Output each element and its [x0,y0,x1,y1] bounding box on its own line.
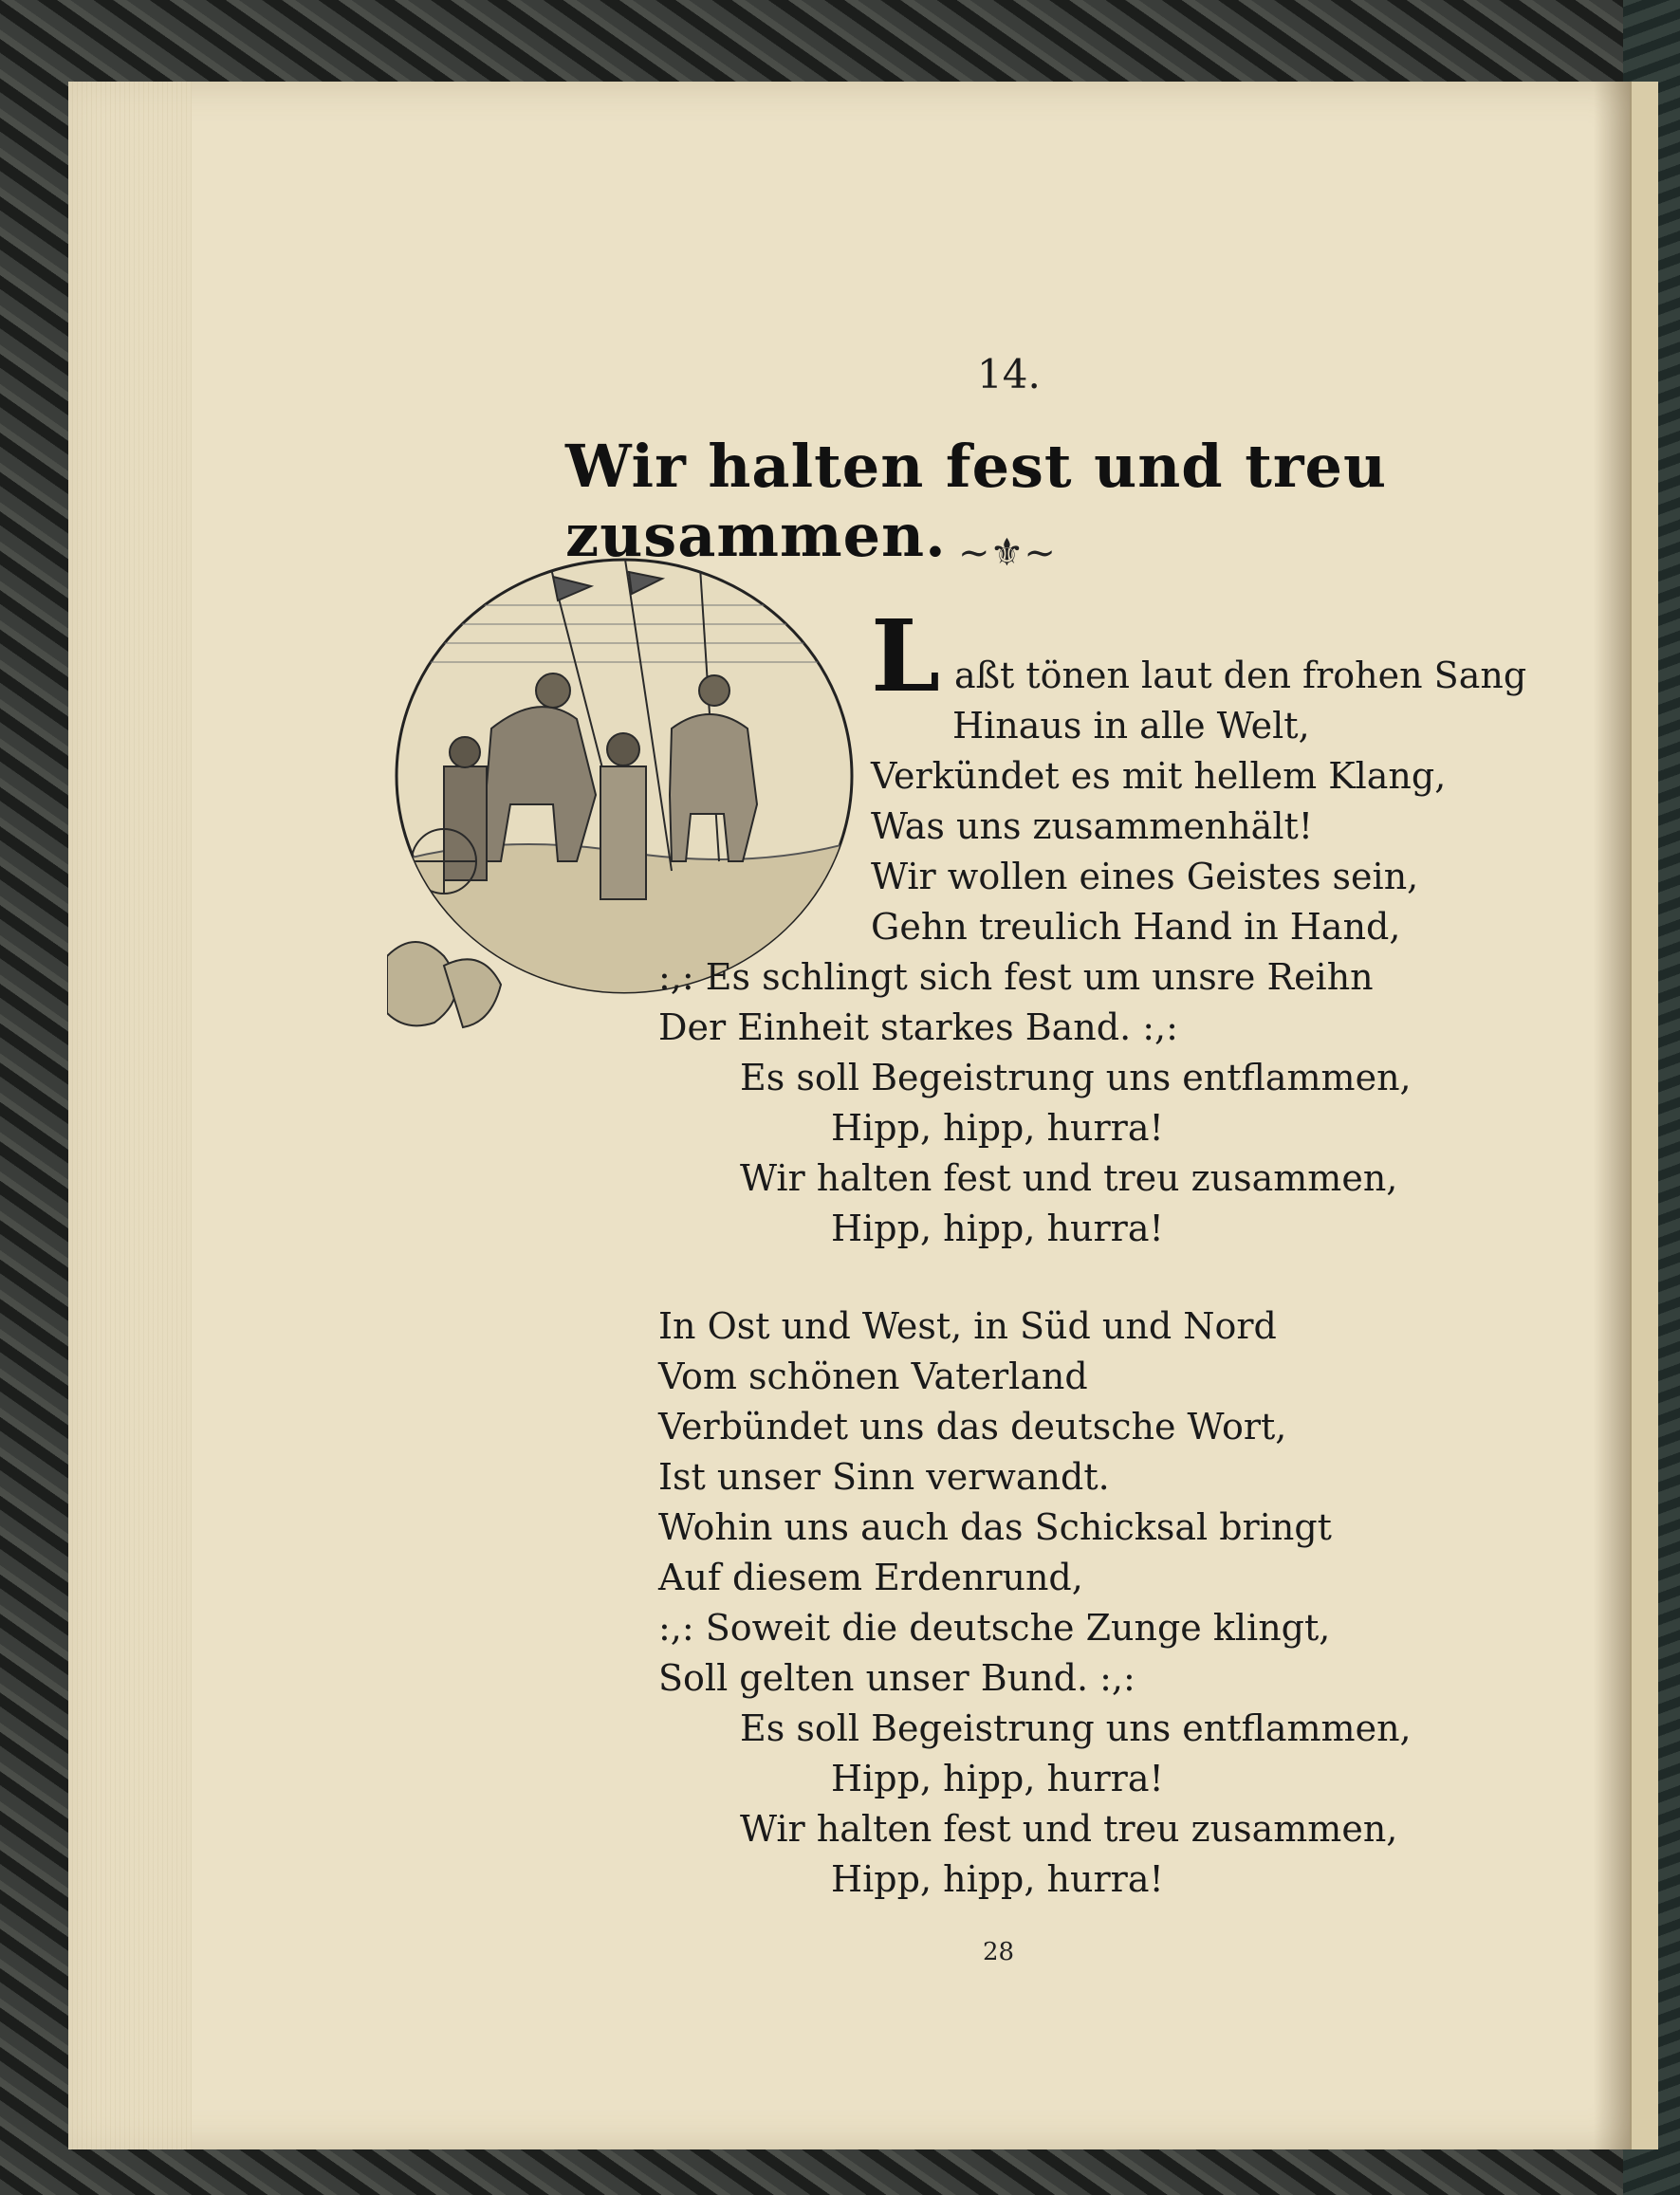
stanza2-line1: In Ost und West, in Süd und Nord [658,1305,1277,1347]
stanza2-line10: Hipp, hipp, hurra! [831,1758,1164,1799]
stanza2-line4: Ist unser Sinn verwandt. [658,1456,1110,1498]
stanza2-line9: Es soll Begeistrung uns entflammen, [740,1707,1412,1749]
stanza1-line4: Was uns zusammenhält! [871,805,1314,847]
stanza1-line11: Wir halten fest und treu zusammen, [740,1157,1398,1199]
stanza1-line1: aßt tönen laut den frohen Sang [954,655,1527,696]
facing-page [1630,82,1658,2149]
drop-capital: L [871,598,941,714]
stanza2-line12: Hipp, hipp, hurra! [831,1858,1164,1900]
stanza2-line6: Auf diesem Erdenrund, [658,1557,1083,1598]
page-number: 28 [983,1938,1015,1966]
stanza1-line10: Hipp, hipp, hurra! [831,1107,1164,1149]
stanza1-line12: Hipp, hipp, hurra! [831,1208,1164,1249]
song-title: Wir halten fest und treu zusammen. [565,432,1388,570]
stanza1-line3: Verkündet es mit hellem Klang, [871,755,1447,797]
stanza2-line5: Wohin uns auch das Schicksal bringt [658,1506,1332,1548]
song-number: 14. [977,351,1041,397]
stanza2-line3: Verbündet uns das deutsche Wort, [658,1406,1287,1448]
stanza1-line7: :,: Es schlingt sich fest um unsre Reihn [658,956,1374,998]
title-ornament: ~⚜~ [958,531,1056,575]
spine-shadow [1594,82,1632,2149]
stanza1-line2: Hinaus in alle Welt, [952,705,1310,747]
stanza2-line2: Vom schönen Vaterland [658,1356,1088,1397]
stanza2-line7: :,: Soweit die deutsche Zunge klingt, [658,1607,1331,1649]
stanza2-line8: Soll gelten unser Bund. :,: [658,1657,1135,1699]
page-edges [68,82,192,2149]
stanza2-line11: Wir halten fest und treu zusammen, [740,1808,1398,1850]
stanza1-line6: Gehn treulich Hand in Hand, [871,906,1401,948]
stanza1-line9: Es soll Begeistrung uns entflammen, [740,1057,1412,1098]
stanza1-line8: Der Einheit starkes Band. :,: [658,1006,1178,1048]
stanza1-line5: Wir wollen eines Geistes sein, [871,856,1419,897]
